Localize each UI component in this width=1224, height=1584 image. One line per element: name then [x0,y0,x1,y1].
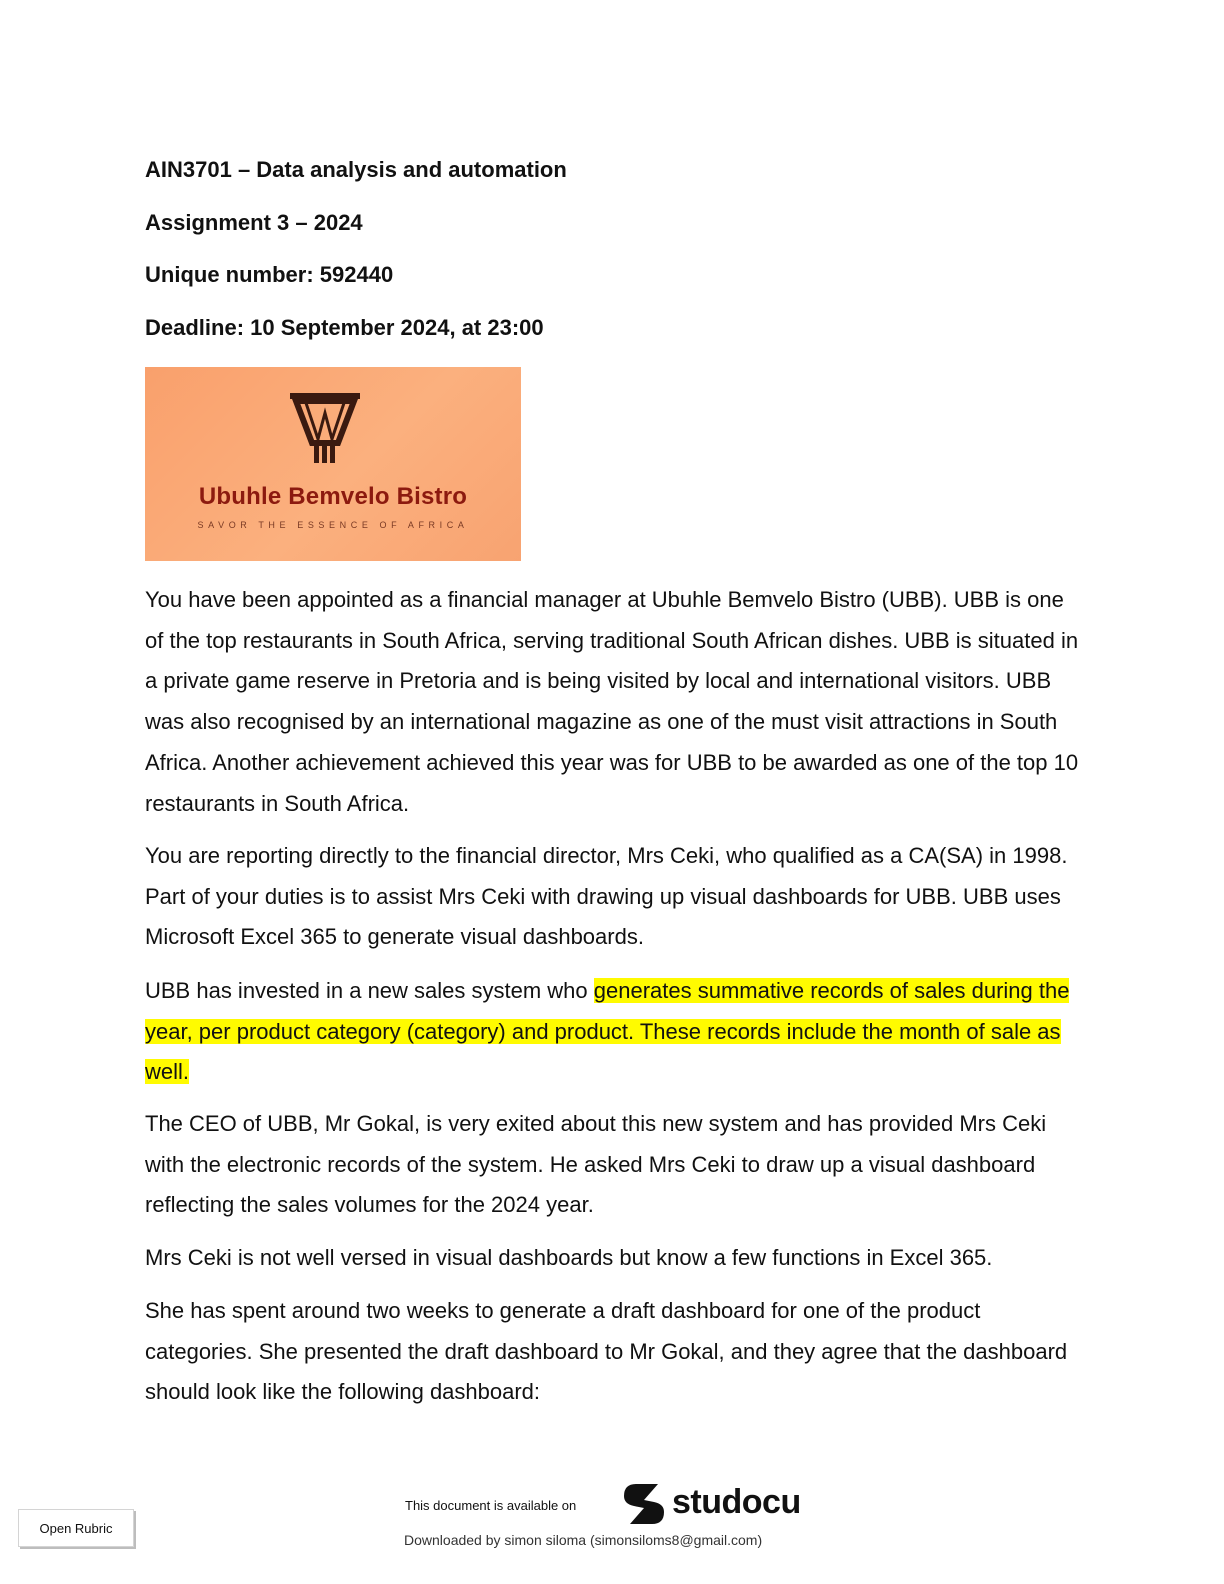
bistro-name: Ubuhle Bemvelo Bistro [198,483,468,510]
ceo-paragraph: The CEO of UBB, Mr Gokal, is very exited about this new system and has provided Mrs Ceki with the electronic records of the system. He asked Mrs Ceki to draw up a visual dashboard reflecting the sales volumes for the 2024 year. [145,1111,1047,1218]
studocu-logo-icon[interactable] [620,1480,668,1528]
draft-dashboard-paragraph: She has spent around two weeks to generate a draft dashboard for one of the product categories. She presented the draft dashboard to Mr Gokal, and they agree that the dashboard should look like the following dashboard: [145,1298,1068,1405]
deadline: Deadline: 10 September 2024, at 23:00 [145,315,544,340]
intro-paragraph: You have been appointed as a financial manager at Ubuhle Bemvelo Bistro (UBB). UBB is one of the top restaurants in South Africa, serving traditional South African dishes. UBB is situated in a private game reserve in Pretoria and is being visited by local and international visitors. UBB was also recognised by an international magazine as one of the must visit attractions in South Africa. Another achievement achieved this year was for UBB to be awarded as one of the top 10 restaurants in South Africa. [145,587,1079,816]
open-rubric-button[interactable]: Open Rubric [18,1509,134,1547]
bistro-tagline: SAVOR THE ESSENCE OF AFRICA [197,520,469,530]
bistro-logo [145,367,521,561]
unique-number: Unique number: 592440 [145,262,394,287]
excel-paragraph: Mrs Ceki is not well versed in visual dashboards but know a few functions in Excel 365. [145,1245,993,1270]
drum-icon [288,391,378,471]
course-title: AIN3701 – Data analysis and automation [145,157,567,182]
sales-system-paragraph [145,971,1080,1093]
highlighted-text: generates summative records of sales during the year, per product category (category) and product. These records include the month of sale as well. [145,978,1070,1085]
sales-system-text: UBB has invested in a new sales system who [145,978,594,1003]
footer-downloaded-text: Downloaded by simon siloma (simonsiloms8@gmail.com) [404,1532,763,1548]
reporting-paragraph: You are reporting directly to the financial director, Mrs Ceki, who qualified as a CA(SA) in 1998. Part of your duties is to assist Mrs Ceki with drawing up visual dashboards for UBB. UBB uses Microsoft Excel 365 to generate visual dashboards. [145,843,1068,950]
footer-available-text: This document is available on [405,1498,577,1513]
assignment-title: Assignment 3 – 2024 [145,210,363,235]
studocu-brand[interactable]: studocu [672,1483,801,1521]
